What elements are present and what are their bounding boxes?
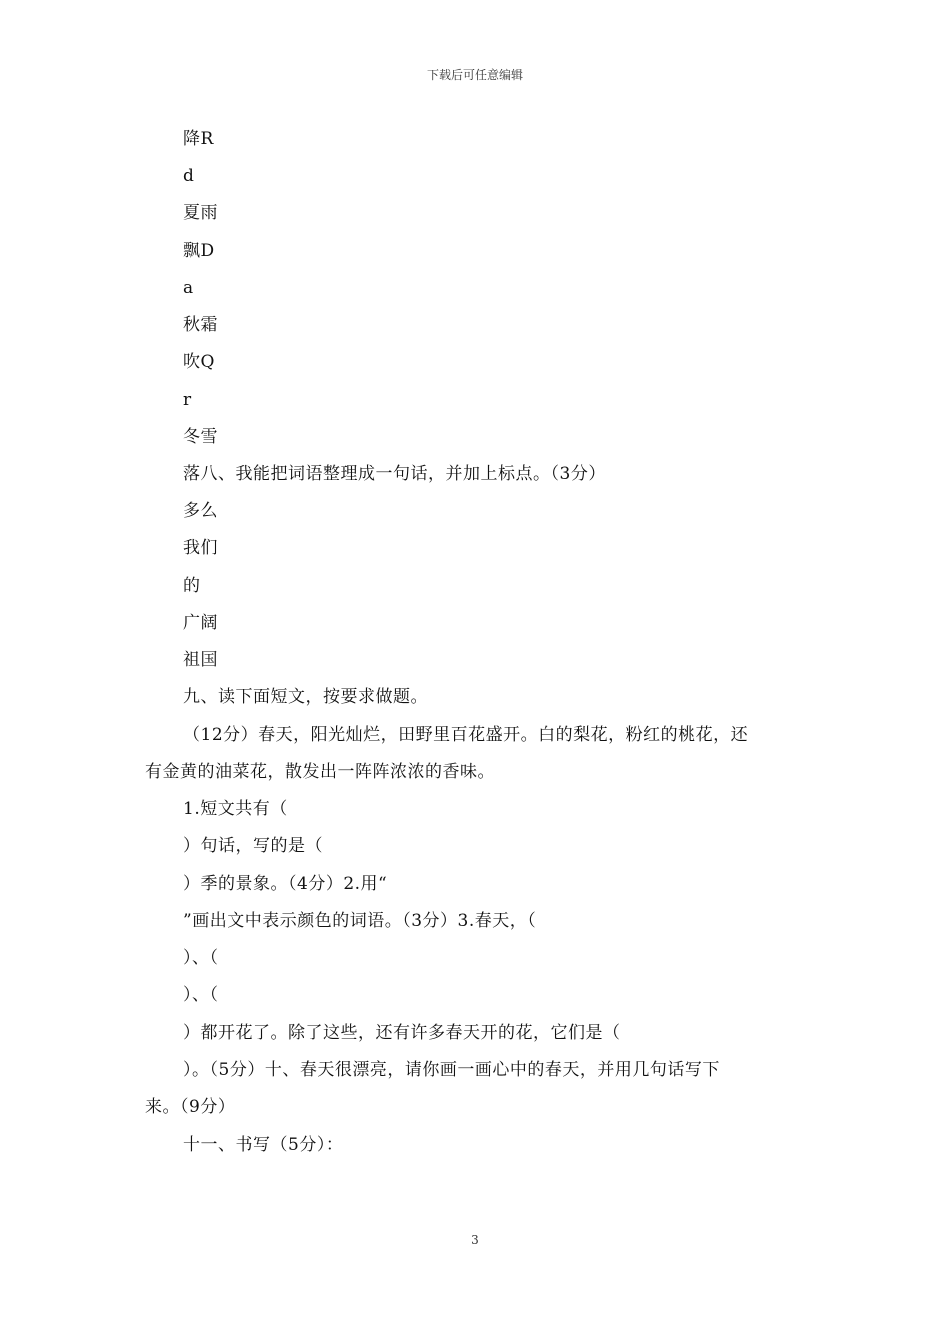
section-eight-heading: 落八、我能把词语整理成一句话，并加上标点。（3分） bbox=[183, 464, 606, 484]
question-line: ）、（ bbox=[183, 948, 219, 968]
question-line: 1.短文共有（ bbox=[183, 799, 288, 819]
text-line: 多么 bbox=[183, 501, 218, 521]
text-line: 我们 bbox=[183, 538, 218, 558]
question-line: ）季的景象。（4分）2.用“ bbox=[183, 874, 388, 894]
text-line: 夏雨 bbox=[183, 203, 218, 223]
text-line: 降R bbox=[183, 129, 214, 149]
text-line: a bbox=[183, 278, 194, 298]
text-line: 吹Q bbox=[183, 352, 215, 372]
section-eleven-heading: 十一、书写（5分）： bbox=[183, 1135, 344, 1155]
text-line: d bbox=[183, 166, 195, 186]
text-line: 广阔 bbox=[183, 613, 218, 633]
section-nine-heading: 九、读下面短文，按要求做题。 bbox=[183, 687, 428, 707]
text-line: 飘D bbox=[183, 241, 215, 261]
passage-line: 有金黄的油菜花，散发出一阵阵浓浓的香味。 bbox=[145, 762, 495, 782]
section-ten-line: ）。（5分）十、春天很漂亮，请你画一画心中的春天，并用几句话写下 bbox=[183, 1060, 720, 1080]
question-line: ）句话，写的是（ bbox=[183, 836, 323, 856]
passage-line: （12分）春天，阳光灿烂，田野里百花盛开。白的梨花，粉红的桃花，还 bbox=[183, 725, 749, 745]
text-line: 秋霜 bbox=[183, 315, 218, 335]
page-number: 3 bbox=[471, 1233, 479, 1247]
text-line: 的 bbox=[183, 576, 201, 596]
page-header: 下载后可任意编辑 bbox=[426, 68, 523, 82]
question-line: ”画出文中表示颜色的词语。（3分）3.春天，（ bbox=[183, 911, 537, 931]
text-line: 冬雪 bbox=[183, 427, 218, 447]
section-ten-line: 来。（9分） bbox=[145, 1097, 236, 1117]
text-line: 祖国 bbox=[183, 650, 218, 670]
question-line: ）都开花了。除了这些，还有许多春天开的花，它们是（ bbox=[183, 1023, 621, 1043]
text-line: r bbox=[183, 390, 192, 410]
question-line: ）、（ bbox=[183, 985, 219, 1005]
